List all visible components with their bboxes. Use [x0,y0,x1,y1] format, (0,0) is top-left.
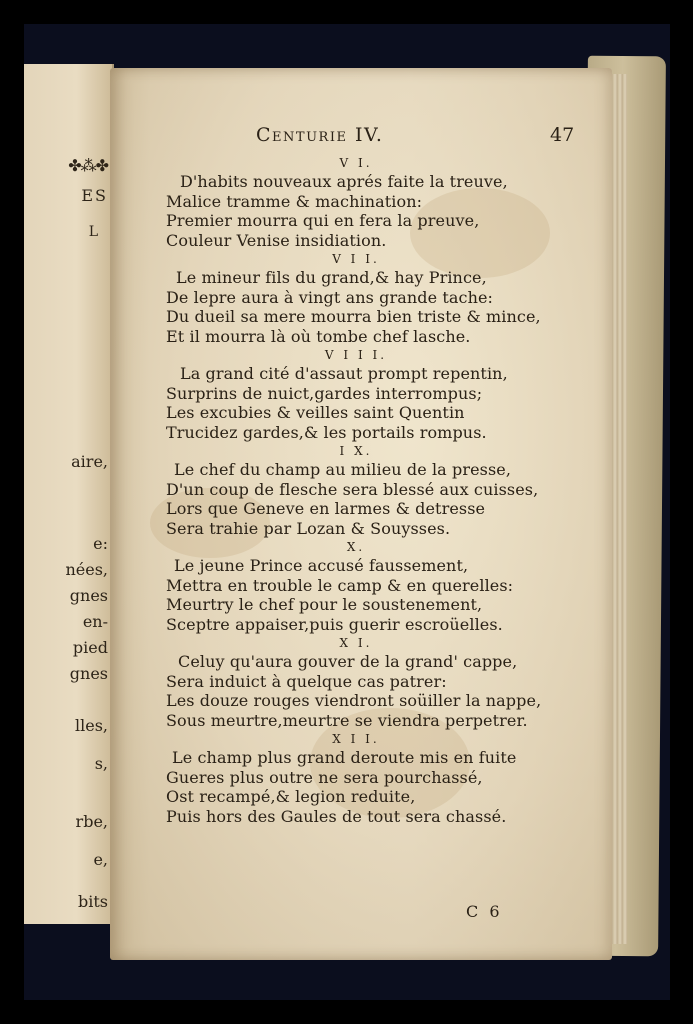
verse-line: Les douze rouges viendront soüiller la nappe, [166,691,542,710]
verse-line: Gueres plus outre ne sera pourchassé, [166,767,483,787]
verse-line: Celuy qu'aura gouver de la grand' cappe, [178,652,518,671]
verse-line: Premier mourra qui en fera la preuve, [166,211,480,230]
left-text-fragment: gnes [69,664,108,683]
left-text-fragment: e: [93,534,108,553]
left-subheading-fragment: L [88,224,98,240]
running-title: Centurie IV. [256,124,384,146]
verse-line: Sous meurtre,meurtre se viendra perpetrer. [166,710,528,730]
book-photo [24,24,670,1000]
left-heading-fragment: ES [81,186,108,205]
quatrain-number: X I I. [332,732,380,746]
verse-line: Le champ plus grand deroute mis en fuite [172,748,517,767]
verse-line: Puis hors des Gaules de tout sera chassé. [166,806,507,826]
quatrain-number: I X. [339,444,373,458]
verse-line: Meurtry le chef pour le soustenement, [166,595,483,614]
verse-line: Le mineur fils du grand,& hay Prince, [176,268,487,287]
quatrain-number: V I. [339,156,373,170]
right-page [110,68,612,960]
verse-line: Le chef du champ au milieu de la presse, [174,460,512,479]
verse-line: D'un coup de flesche sera blessé aux cuisses, [166,479,539,499]
left-text-fragment: e, [93,850,108,869]
verse-line: Les excubies & veilles saint Quentin [166,403,465,422]
verse-line: Surprins de nuict,gardes interrompus; [166,383,483,403]
page-number: 47 [550,124,575,146]
quatrain-number: V I I. [332,252,380,266]
verse-line: Le jeune Prince accusé faussement, [174,556,469,575]
left-text-fragment: s, [94,754,108,773]
signature-mark: C 6 [466,902,503,921]
left-text-fragment: en- [82,612,108,631]
left-text-fragment: gnes [69,586,108,605]
left-text-fragment: aire, [71,452,108,471]
left-text-fragment: pied [72,638,108,657]
left-text-fragment: bits [78,892,108,911]
verse-line: Malice tramme & machination: [166,191,423,211]
verse-line: Et il mourra là où tombe chef lasche. [166,326,471,346]
left-page [24,64,114,924]
verse-line: Du dueil sa mere mourra bien triste & mince, [166,307,541,326]
quatrain-number: V I I I. [324,348,388,362]
ornament: ✤⁂✤ [68,156,108,175]
verse-line: Trucidez gardes,& les portails rompus. [166,422,487,442]
verse-line: Mettra en trouble le camp & en querelles: [166,575,514,595]
verse-line: D'habits nouveaux aprés faite la treuve, [180,172,508,191]
verse-line: Sceptre appaiser,puis guerir escroüelles. [166,614,503,634]
left-text-fragment: lles, [75,716,108,735]
verse-line: Ost recampé,& legion reduite, [166,787,416,806]
quatrain-number: X I. [339,636,373,650]
verse-line: De lepre aura à vingt ans grande tache: [166,287,494,307]
page-header [166,118,575,152]
left-text-fragment: rbe, [75,812,108,831]
verse-line: Sera induict à quelque cas patrer: [166,671,447,691]
verse-line: Lors que Geneve en larmes & detresse [166,499,486,518]
left-text-fragment: nées, [65,560,108,579]
verse-line: Sera trahie par Lozan & Souysses. [166,518,451,538]
verse-line: La grand cité d'assaut prompt repentin, [180,364,508,383]
verse-line: Couleur Venise insidiation. [166,230,387,250]
quatrain-number: X. [346,540,366,554]
